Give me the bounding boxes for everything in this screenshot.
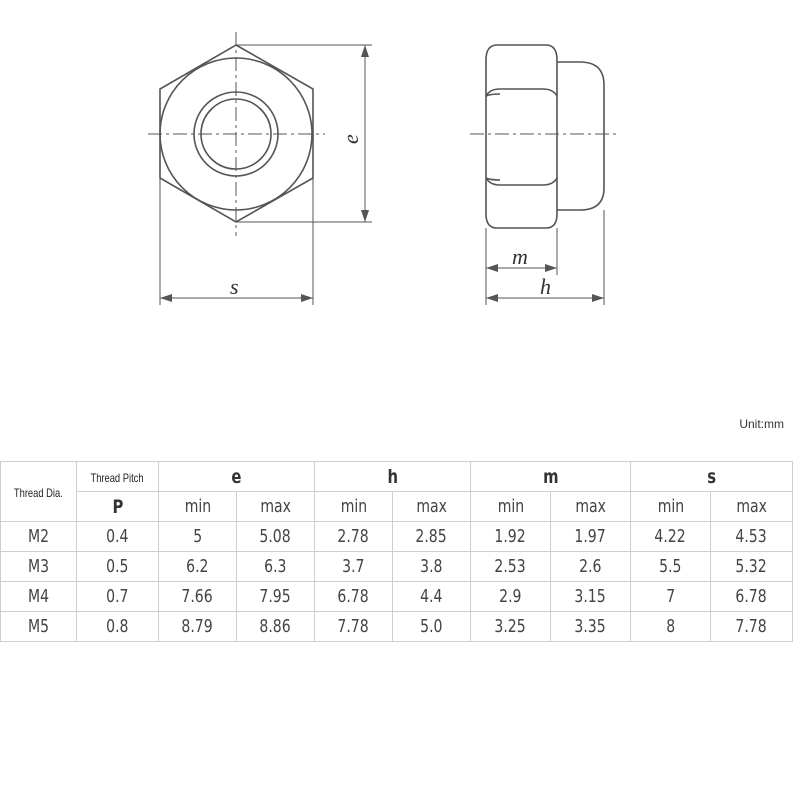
value-cell: 3.7 <box>315 552 393 582</box>
value-cell: 5.08 <box>237 522 315 552</box>
table-row <box>1 522 793 552</box>
dim-label-h: h <box>540 274 551 299</box>
table-header-row-1 <box>1 462 793 492</box>
subheader-cell: max <box>551 492 631 522</box>
header-group-s: s <box>631 462 793 492</box>
value-cell: 3.35 <box>551 612 631 642</box>
value-cell: 6.78 <box>315 582 393 612</box>
subheader-cell: max <box>393 492 471 522</box>
pitch-cell: 0.8 <box>77 612 159 642</box>
thread-cell: M5 <box>1 612 77 642</box>
dim-label-m: m <box>512 244 528 269</box>
subheader-cell: max <box>711 492 793 522</box>
value-cell: 5.32 <box>711 552 793 582</box>
nut-technical-drawing <box>0 0 800 330</box>
table-row <box>1 552 793 582</box>
value-cell: 7 <box>631 582 711 612</box>
value-cell: 1.92 <box>471 522 551 552</box>
value-cell: 7.78 <box>315 612 393 642</box>
subheader-cell: min <box>159 492 237 522</box>
value-cell: 4.4 <box>393 582 471 612</box>
header-group-m: m <box>471 462 631 492</box>
subheader-cell: max <box>237 492 315 522</box>
thread-cell: M2 <box>1 522 77 552</box>
value-cell: 7.95 <box>237 582 315 612</box>
pitch-cell: 0.4 <box>77 522 159 552</box>
value-cell: 8.79 <box>159 612 237 642</box>
side-hex-body <box>486 45 557 228</box>
header-group-h: h <box>315 462 471 492</box>
value-cell: 8.86 <box>237 612 315 642</box>
value-cell: 2.6 <box>551 552 631 582</box>
subheader-cell: min <box>315 492 393 522</box>
side-nylon-collar <box>557 62 604 210</box>
pitch-cell: 0.7 <box>77 582 159 612</box>
value-cell: 2.53 <box>471 552 551 582</box>
value-cell: 2.85 <box>393 522 471 552</box>
value-cell: 3.25 <box>471 612 551 642</box>
value-cell: 6.78 <box>711 582 793 612</box>
value-cell: 4.53 <box>711 522 793 552</box>
header-thread-dia: Thread Dia. <box>1 462 77 522</box>
subheader-cell: min <box>471 492 551 522</box>
unit-label: Unit:mm <box>739 417 784 431</box>
thread-cell: M4 <box>1 582 77 612</box>
dim-label-e: e <box>338 134 363 144</box>
header-pitch-symbol: P <box>77 492 159 522</box>
value-cell: 4.22 <box>631 522 711 552</box>
dim-label-s: s <box>230 274 239 299</box>
value-cell: 1.97 <box>551 522 631 552</box>
value-cell: 7.78 <box>711 612 793 642</box>
value-cell: 3.8 <box>393 552 471 582</box>
spec-table <box>0 461 793 642</box>
header-group-e: e <box>159 462 315 492</box>
header-thread-pitch: Thread Pitch <box>77 462 159 492</box>
thread-cell: M3 <box>1 552 77 582</box>
value-cell: 2.78 <box>315 522 393 552</box>
subheader-cell: min <box>631 492 711 522</box>
table-row <box>1 612 793 642</box>
value-cell: 2.9 <box>471 582 551 612</box>
value-cell: 6.2 <box>159 552 237 582</box>
pitch-cell: 0.5 <box>77 552 159 582</box>
value-cell: 6.3 <box>237 552 315 582</box>
table-header-row-2 <box>1 492 793 522</box>
value-cell: 5 <box>159 522 237 552</box>
value-cell: 5.5 <box>631 552 711 582</box>
value-cell: 3.15 <box>551 582 631 612</box>
value-cell: 7.66 <box>159 582 237 612</box>
value-cell: 5.0 <box>393 612 471 642</box>
table-row <box>1 582 793 612</box>
value-cell: 8 <box>631 612 711 642</box>
